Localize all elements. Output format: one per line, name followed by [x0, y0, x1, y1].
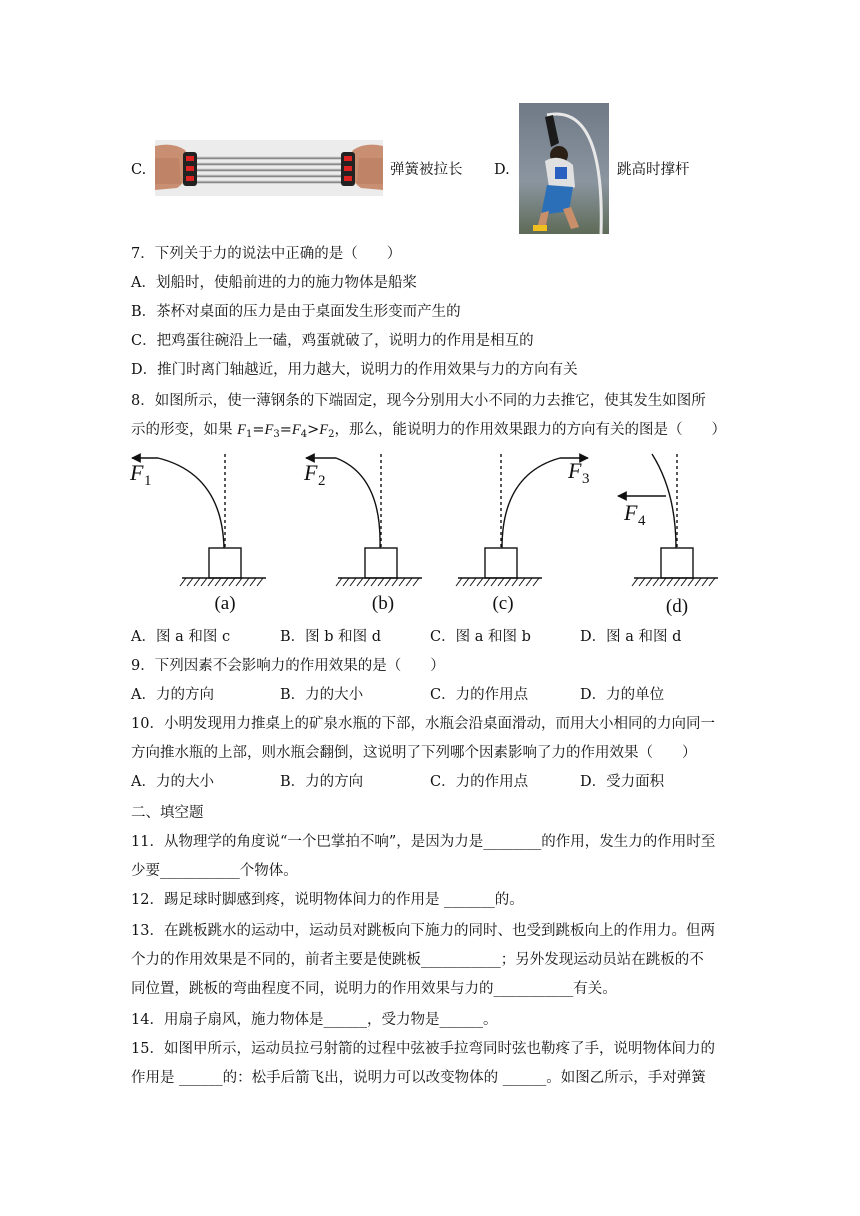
q6-option-d-letter: D.: [494, 162, 510, 178]
q10-stem-line2: 方向推水瓶的上部，则水瓶会翻倒，这说明了下列哪个因素影响了力的作用效果（ ）: [131, 745, 697, 761]
q7-option-a: A．划船时，使船前进的力的施力物体是船桨: [131, 275, 417, 291]
q8-option-b: B．图 b 和图 d: [280, 629, 382, 645]
figure-label-d: (d): [665, 596, 689, 617]
q9-option-b: B．力的大小: [280, 687, 364, 703]
q10-option-d: D．受力面积: [580, 774, 665, 790]
force-subscript-3: 3: [582, 471, 590, 487]
q8-stem-line2: 示的形变，如果 $F_1=F_3=F_4>F_2$，那么，能说明力的作用效果跟力的方向有关的图是（ ）: [131, 422, 727, 440]
pole-vault-photo: [519, 103, 609, 234]
q6-option-c-letter: C.: [131, 162, 147, 178]
steel-strip-figure: [120, 446, 730, 622]
figure-a: [132, 454, 266, 586]
figure-label-a: (a): [214, 593, 236, 614]
q9-option-a: A．力的方向: [131, 687, 214, 703]
q10-option-c: C．力的作用点: [430, 774, 529, 790]
q9-option-d: D．力的单位: [580, 687, 665, 703]
force-subscript-4: 4: [638, 513, 646, 529]
force-label-f1: F: [130, 460, 144, 485]
q8-option-d: D．图 a 和图 d: [580, 629, 682, 645]
q11-line1: 11．从物理学的角度说“一个巴掌拍不响”，是因为力是________的作用，发生力的作用时至: [131, 834, 716, 850]
q6-option-d-caption: 跳高时撑杆: [617, 162, 690, 178]
q10-option-a: A．力的大小: [131, 774, 214, 790]
q12-text: 12．踢足球时脚感到疼，说明物体间力的作用是 _______的。: [131, 892, 524, 908]
force-subscript-1: 1: [144, 473, 152, 489]
q9-option-c: C．力的作用点: [430, 687, 529, 703]
q13-line3: 同位置，跳板的弯曲程度不同，说明力的作用效果与力的___________有关。: [131, 981, 617, 997]
force-subscript-2: 2: [318, 473, 326, 489]
figure-label-c: (c): [492, 593, 514, 614]
q7-option-d: D．推门时离门轴越近，用力越大，说明力的作用效果与力的方向有关: [131, 362, 578, 378]
q8-option-c: C．图 a 和图 b: [430, 629, 531, 645]
q7-stem: 7．下列关于力的说法中正确的是（ ）: [131, 246, 402, 262]
q13-line1: 13．在跳板跳水的运动中，运动员对跳板向下施力的同时、也受到跳板向上的作用力。但两: [131, 923, 715, 939]
q13-line2: 个力的作用效果是不同的，前者主要是使跳板___________；另外发现运动员站在跳板的不: [131, 952, 704, 968]
q8-option-a: A．图 a 和图 c: [131, 629, 231, 645]
force-label-f2: F: [304, 460, 318, 485]
figure-label-b: (b): [371, 593, 395, 614]
q11-line2: 少要___________个物体。: [131, 863, 298, 879]
q10-option-b: B．力的方向: [280, 774, 364, 790]
q7-option-b: B．茶杯对桌面的压力是由于桌面发生形变而产生的: [131, 304, 461, 320]
q9-stem: 9．下列因素不会影响力的作用效果的是（ ）: [131, 658, 445, 674]
q7-option-c: C．把鸡蛋往碗沿上一磕，鸡蛋就破了，说明力的作用是相互的: [131, 333, 534, 349]
spring-exerciser-photo: [155, 140, 383, 196]
q14-text: 14．用扇子扇风，施力物体是______，受力物是______。: [131, 1012, 498, 1028]
q10-stem-line1: 10．小明发现用力推桌上的矿泉水瓶的下部，水瓶会沿桌面滑动，而用大小相同的力向同一: [131, 716, 715, 732]
q6-option-c-caption: 弹簧被拉长: [390, 162, 463, 178]
q15-line2: 作用是 ______的：松手后箭飞出，说明力可以改变物体的 ______。如图乙所示，手对弹簧: [131, 1070, 706, 1086]
force-label-f4: F: [624, 500, 638, 525]
force-label-f3: F: [568, 458, 582, 483]
q8-stem-line1: 8．如图所示，使一薄钢条的下端固定，现今分别用大小不同的力去推它，使其发生如图所: [131, 393, 706, 409]
force-relation: $F_1=F_3=F_4>F_2$: [237, 422, 335, 440]
section-heading-fill-in: 二、填空题: [131, 805, 204, 821]
q15-line1: 15．如图甲所示，运动员拉弓射箭的过程中弦被手拉弯同时弦也勒疼了手，说明物体间力的: [131, 1041, 715, 1057]
